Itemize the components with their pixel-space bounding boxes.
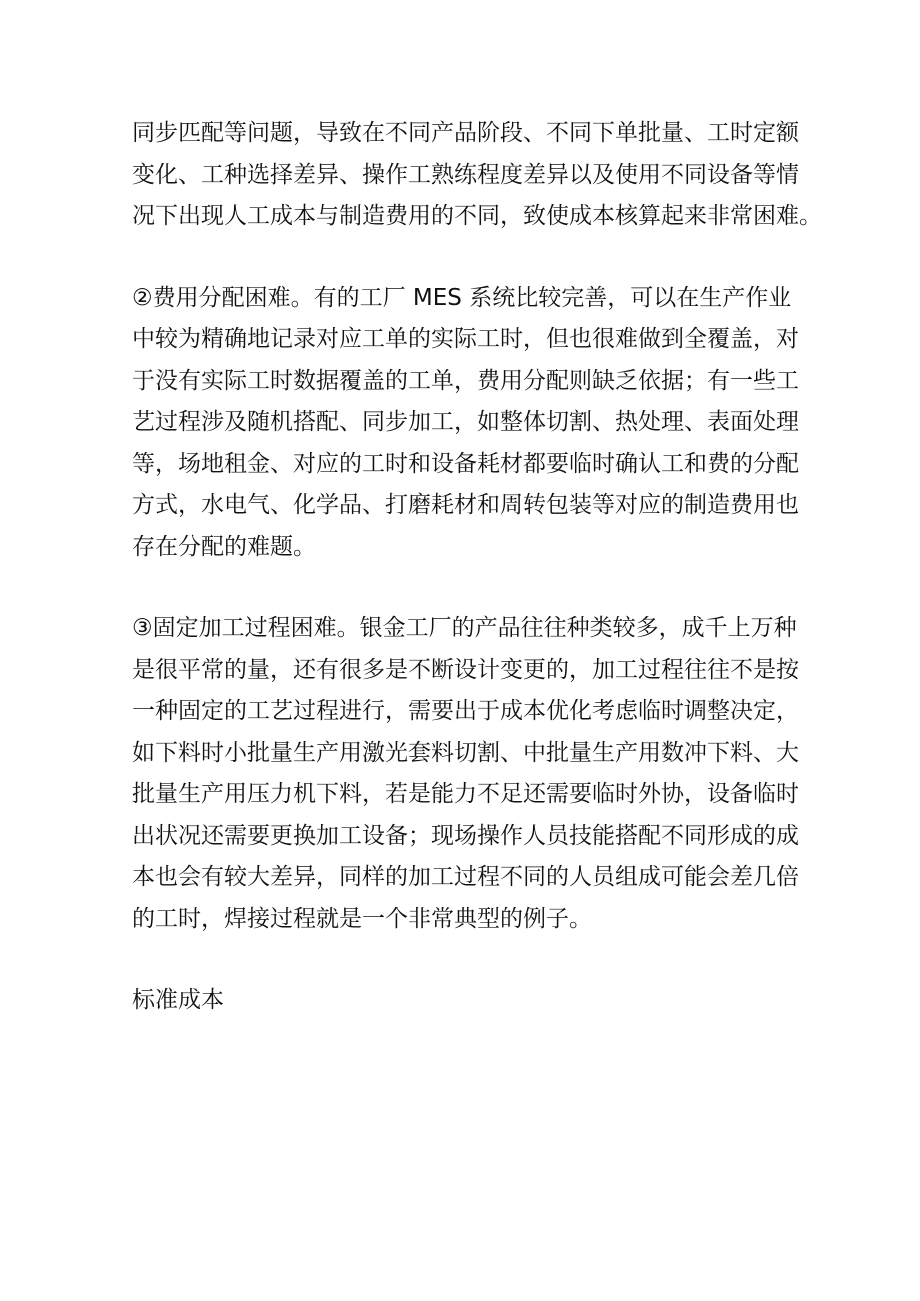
text-line: 的工时，焊接过程就是一个非常典型的例子。	[132, 905, 592, 932]
text-line: 是很平常的量，还有很多是不断设计变更的，加工过程往往不是按	[132, 656, 799, 683]
text-line: 于没有实际工时数据覆盖的工单，费用分配则缺乏依据；有一些工	[132, 367, 799, 394]
paragraph-2	[132, 278, 832, 569]
text-line: 如下料时小批量生产用激光套料切割、中批量生产用数冲下料、大	[132, 739, 799, 766]
text-line: 艺过程涉及随机搭配、同步加工，如整体切割、热处理、表面处理	[132, 409, 799, 435]
text-line: 批量生产用压力机下料，若是能力不足还需要临时外协，设备临时	[132, 781, 799, 807]
paragraph-3	[132, 608, 832, 940]
text-line: 中较为精确地记录对应工单的实际工时，但也很难做到全覆盖，对	[132, 326, 799, 352]
text-line: 方式，水电气、化学品、打磨耗材和周转包装等对应的制造费用也	[132, 492, 799, 518]
text-line: 同步匹配等问题，导致在不同产品阶段、不同下单批量、工时定额	[132, 120, 799, 146]
text-line: 一种固定的工艺过程进行，需要出于成本优化考虑临时调整决定，	[132, 698, 799, 724]
text-line: 变化、工种选择差异、操作工熟练程度差异以及使用不同设备等情	[132, 161, 799, 188]
text-line: ③固定加工过程困难。银金工厂的产品往往种类较多，成千上万种	[132, 615, 797, 641]
text-line: ②费用分配困难。有的工厂 MES 系统比较完善，可以在生产作业	[132, 284, 792, 311]
section-heading	[132, 980, 832, 1022]
paragraph-1	[132, 113, 832, 238]
text-line: 本也会有较大差异，同样的加工过程不同的人员组成可能会差几倍	[132, 864, 799, 890]
text-line: 况下出现人工成本与制造费用的不同，致使成本核算起来非常困难。	[132, 203, 822, 229]
text-line: 等，场地租金、对应的工时和设备耗材都要临时确认工和费的分配	[132, 450, 799, 477]
text-line: 存在分配的难题。	[132, 533, 316, 560]
document-body	[132, 113, 832, 1022]
text-line: 出状况还需要更换加工设备；现场操作人员技能搭配不同形成的成	[132, 822, 799, 849]
heading-text: 标准成本	[132, 987, 224, 1013]
